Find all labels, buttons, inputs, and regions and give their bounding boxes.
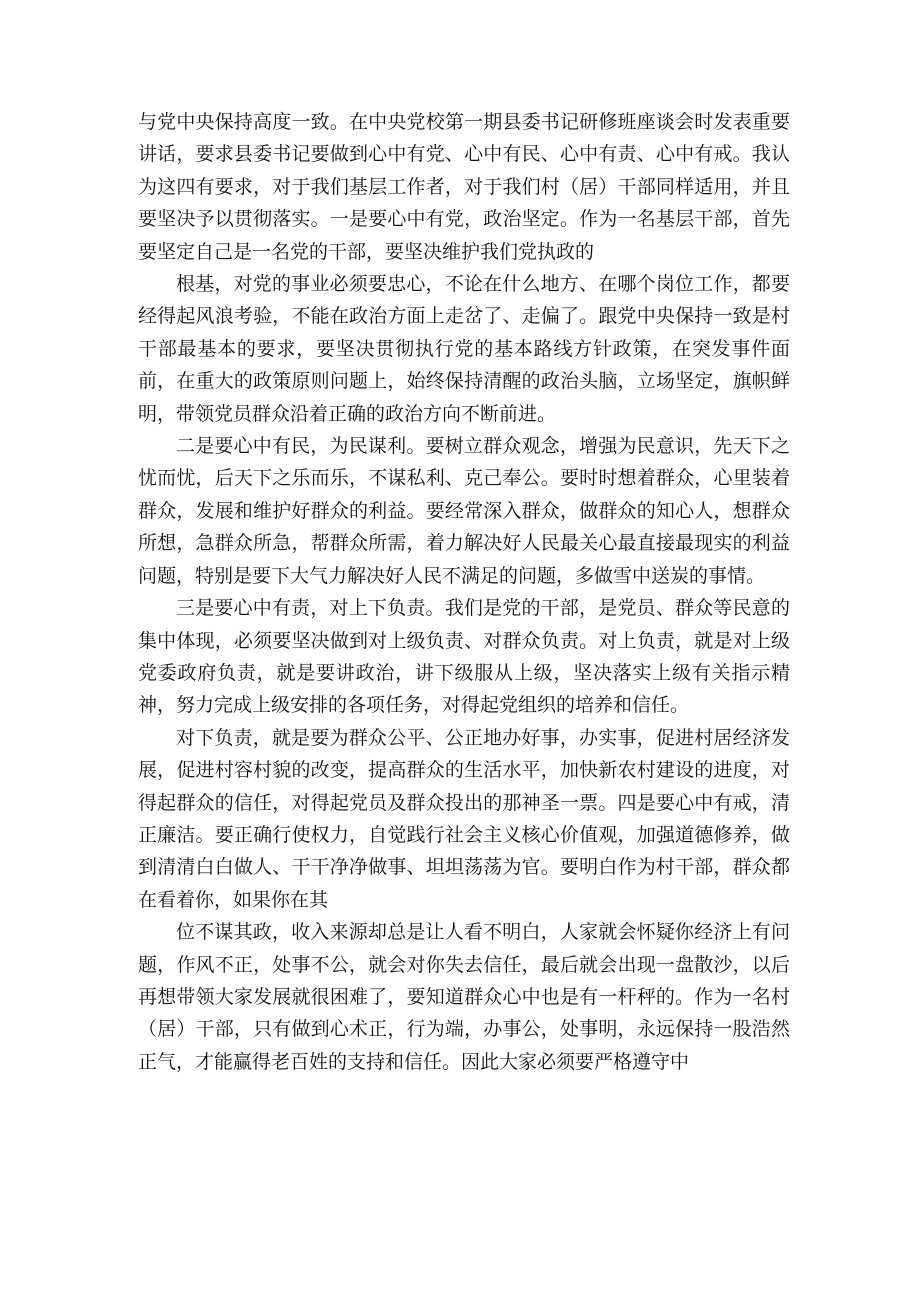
paragraph-3: 二是要心中有民，为民谋利。要树立群众观念，增强为民意识，先天下之忧而忧，后天下之乐而乐，不谋私利、克己奉公。要时时想着群众，心里装着群众，发展和维护好群众的利益。要经常深入群众，做群众的知心人，想群众所想，急群众所急，帮群众所需，着力解决好人民最关心最直接最现实的利益问题，特别是要下大气力解决好人民不满足的问题，多做雪中送炭的事情。 — [138, 435, 790, 587]
paragraph-6: 位不谋其政，收入来源却总是让人看不明白，人家就会怀疑你经济上有问题，作风不正，处事不公，就会对你失去信任，最后就会出现一盘散沙，以后再想带领大家发展就很困难了，要知道群众心中也是有一杆秤的。作为一名村（居）干部，只有做到心术正，行为端，办事公，处事明，永远保持一股浩然正气，才能赢得老百姓的支持和信任。因此大家必须要严格遵守中 — [138, 921, 790, 1073]
paragraph-2: 根基，对党的事业必须要忠心，不论在什么地方、在哪个岗位工作，都要经得起风浪考验，不能在政治方面上走岔了、走偏了。跟党中央保持一致是村干部最基本的要求，要坚决贯彻执行党的基本路线方针政策，在突发事件面前，在重大的政策原则问题上，始终保持清醒的政治头脑，立场坚定，旗帜鲜明，带领党员群众沿着正确的政治方向不断前进。 — [138, 273, 790, 425]
paragraph-1: 与党中央保持高度一致。在中央党校第一期县委书记研修班座谈会时发表重要讲话，要求县委书记要做到心中有党、心中有民、心中有责、心中有戒。我认为这四有要求，对于我们基层工作者，对于我们村（居）干部同样适用，并且要坚决予以贯彻落实。一是要心中有党，政治坚定。作为一名基层干部，首先要坚定自己是一名党的干部，要坚决维护我们党执政的 — [138, 111, 790, 263]
paragraph-4: 三是要心中有责，对上下负责。我们是党的干部，是党员、群众等民意的集中体现，必须要坚决做到对上级负责、对群众负责。对上负责，就是对上级党委政府负责，就是要讲政治，讲下级服从上级，坚决落实上级有关指示精神，努力完成上级安排的各项任务，对得起党组织的培养和信任。 — [138, 597, 790, 717]
paragraph-5: 对下负责，就是要为群众公平、公正地办好事，办实事，促进村居经济发展，促进村容村貌的改变，提高群众的生活水平，加快新农村建设的进度，对得起群众的信任，对得起党员及群众投出的那神圣一票。四是要心中有戒，清正廉洁。要正确行使权力，自觉践行社会主义核心价值观，加强道德修养，做到清清白白做人、干干净净做事、坦坦荡荡为官。要明白作为村干部，群众都在看着你，如果你在其 — [138, 726, 790, 911]
document-page — [138, 106, 790, 1078]
